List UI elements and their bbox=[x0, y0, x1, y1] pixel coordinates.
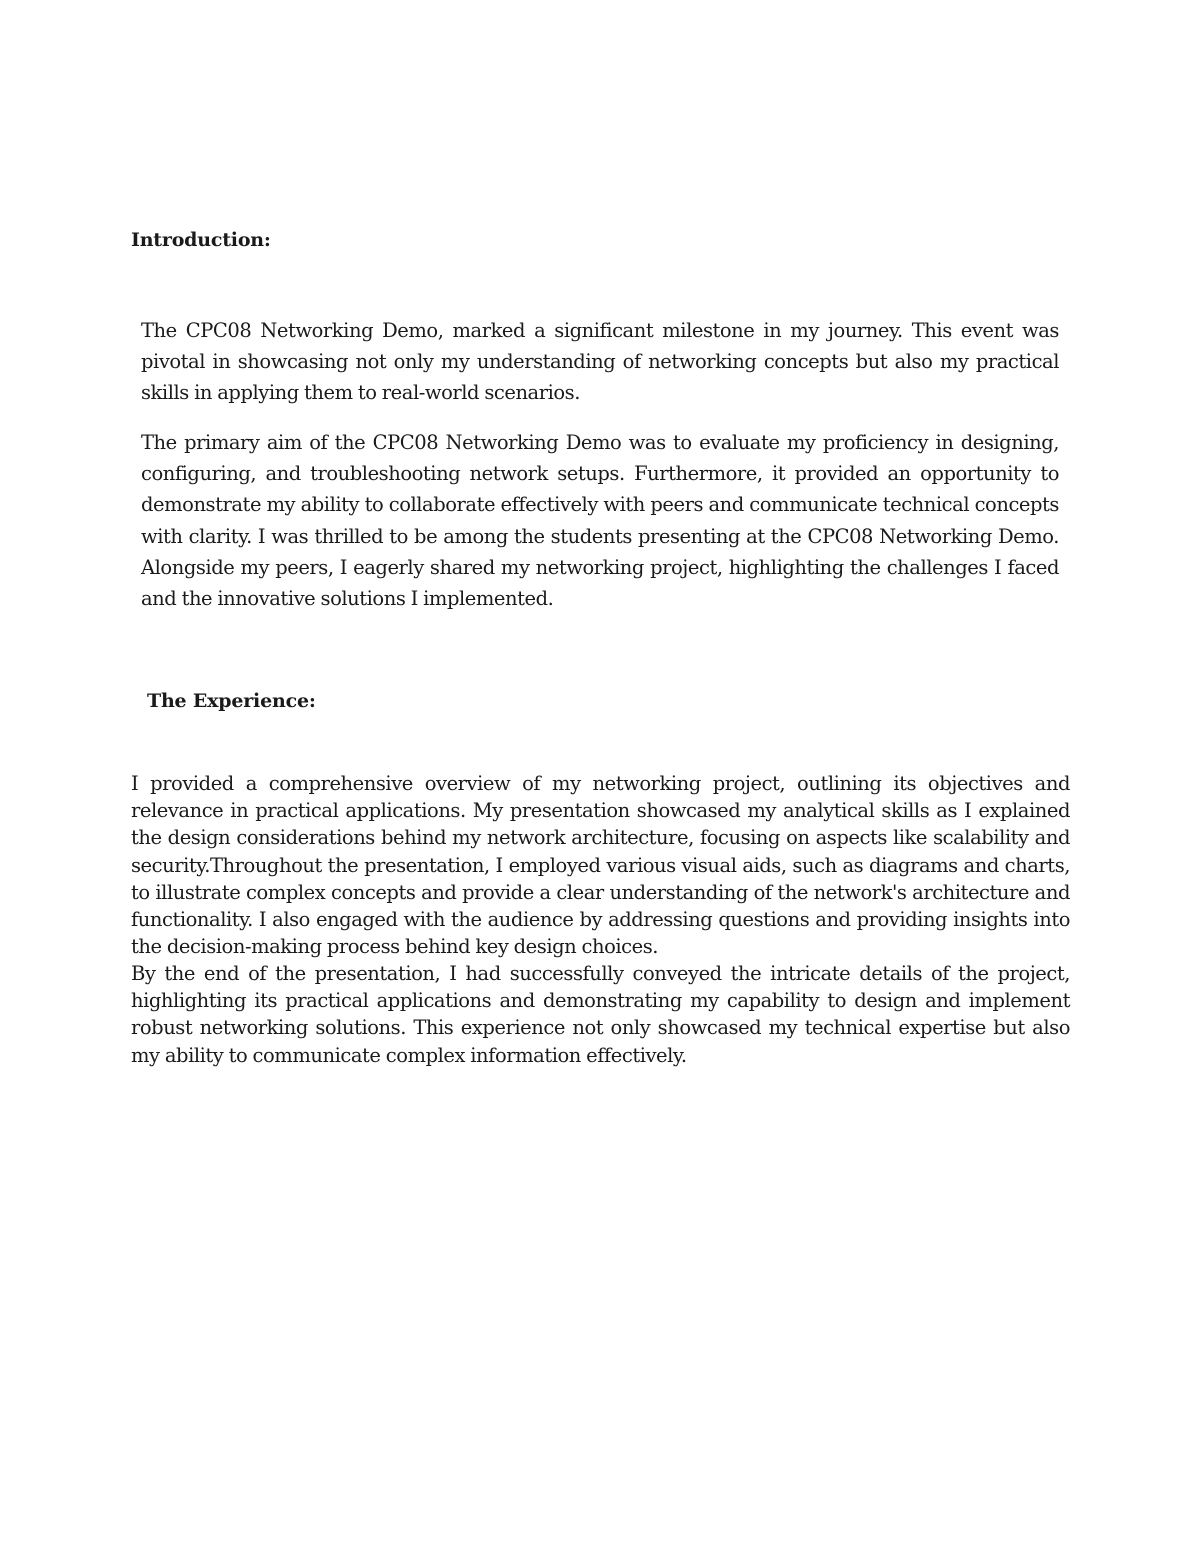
introduction-paragraph-2: The primary aim of the CPC08 Networking Demo was to evaluate my proficiency in designing, configuring, and troubleshooting network setups. Furthermore, it provided an opportunity to demonstrate my ability to collaborate effectively with peers and communicate technical concepts with clarity. I was thrilled to be among the students presenting at the CPC08 Networking Demo. Alongside my peers, I eagerly shared my networking project, highlighting the challenges I faced and the innovative solutions I implemented. bbox=[141, 431, 1059, 611]
experience-paragraph-1: I provided a comprehensive overview of my networking project, outlining its objectives and relevance in practical applications. My presentation showcased my analytical skills as I explained the design considerations behind my network architecture, focusing on aspects like scalability and security.Throughout the presentation, I employed various visual aids, such as diagrams and charts, to illustrate complex concepts and provide a clear understanding of the network's architecture and functionality. I also engaged with the audience by addressing questions and providing insights into the decision-making process behind key design choices. bbox=[131, 772, 1070, 959]
introduction-paragraph-1: The CPC08 Networking Demo, marked a significant milestone in my journey. This event was pivotal in showcasing not only my understanding of networking concepts but also my practical skills in applying them to real-world scenarios. bbox=[141, 319, 1059, 405]
introduction-heading: Introduction: bbox=[131, 229, 271, 251]
experience-heading: The Experience: bbox=[147, 690, 316, 712]
experience-paragraph-2: By the end of the presentation, I had successfully conveyed the intricate details of the project, highlighting its practical applications and demonstrating my capability to design and implement robust networking solutions. This experience not only showcased my technical expertise but also my ability to communicate complex information effectively. bbox=[131, 962, 1070, 1067]
